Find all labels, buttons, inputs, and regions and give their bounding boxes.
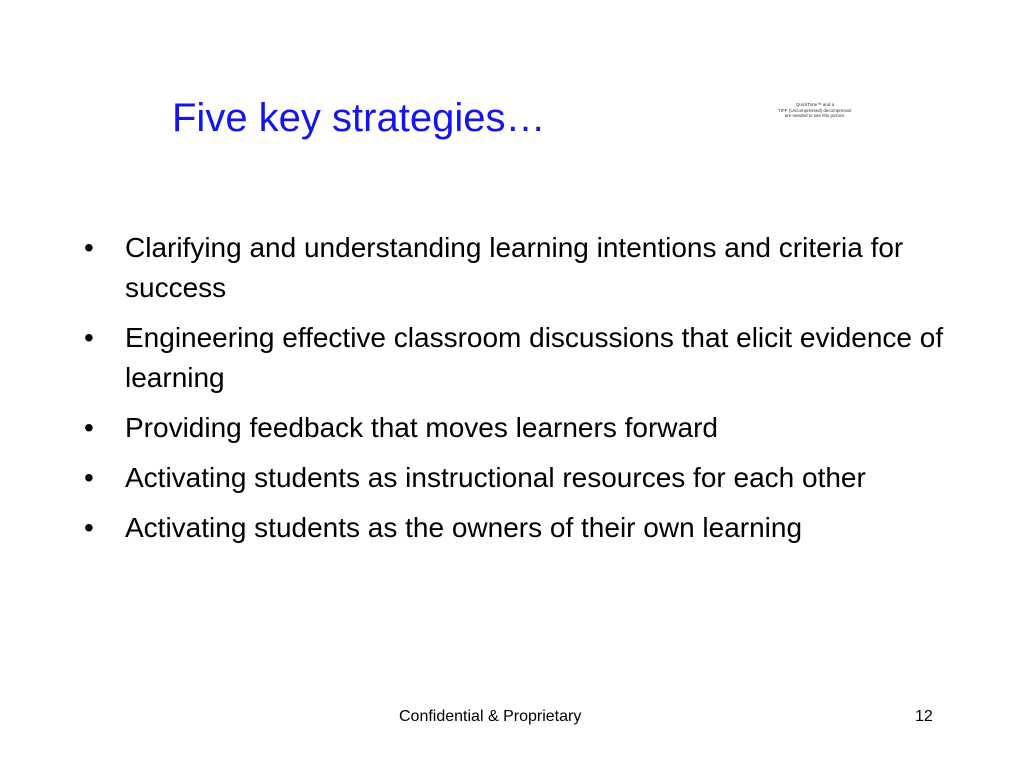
bullet-dot-icon: • [84,412,94,443]
bullet-item [84,228,944,308]
slide-title: Five key strategies… [172,96,546,140]
bullet-dot-icon: • [84,512,94,543]
missing-picture-placeholder [770,102,860,119]
footer-confidential: Confidential & Proprietary [399,708,582,725]
bullet-text: Activating students as the owners of their own learning [125,512,803,543]
page-number: 12 [915,708,933,725]
bullet-list [84,228,944,558]
bullet-text: Clarifying and understanding learning intentions and criteria for success [125,232,904,303]
placeholder-line: QuickTime™ and a [795,102,835,107]
bullet-item [84,508,944,548]
bullet-dot-icon: • [84,462,94,493]
bullet-item [84,318,944,398]
bullet-dot-icon: • [84,232,94,263]
bullet-text: Engineering effective classroom discussions that elicit evidence of learning [125,322,944,393]
bullet-item [84,408,944,448]
placeholder-line: are needed to see this picture. [784,113,846,118]
bullet-text: Providing feedback that moves learners forward [125,412,718,443]
placeholder-line: TIFF (Uncompressed) decompressor [778,107,852,113]
bullet-dot-icon: • [84,322,94,353]
bullet-item [84,458,944,498]
bullet-text: Activating students as instructional resources for each other [125,462,866,493]
